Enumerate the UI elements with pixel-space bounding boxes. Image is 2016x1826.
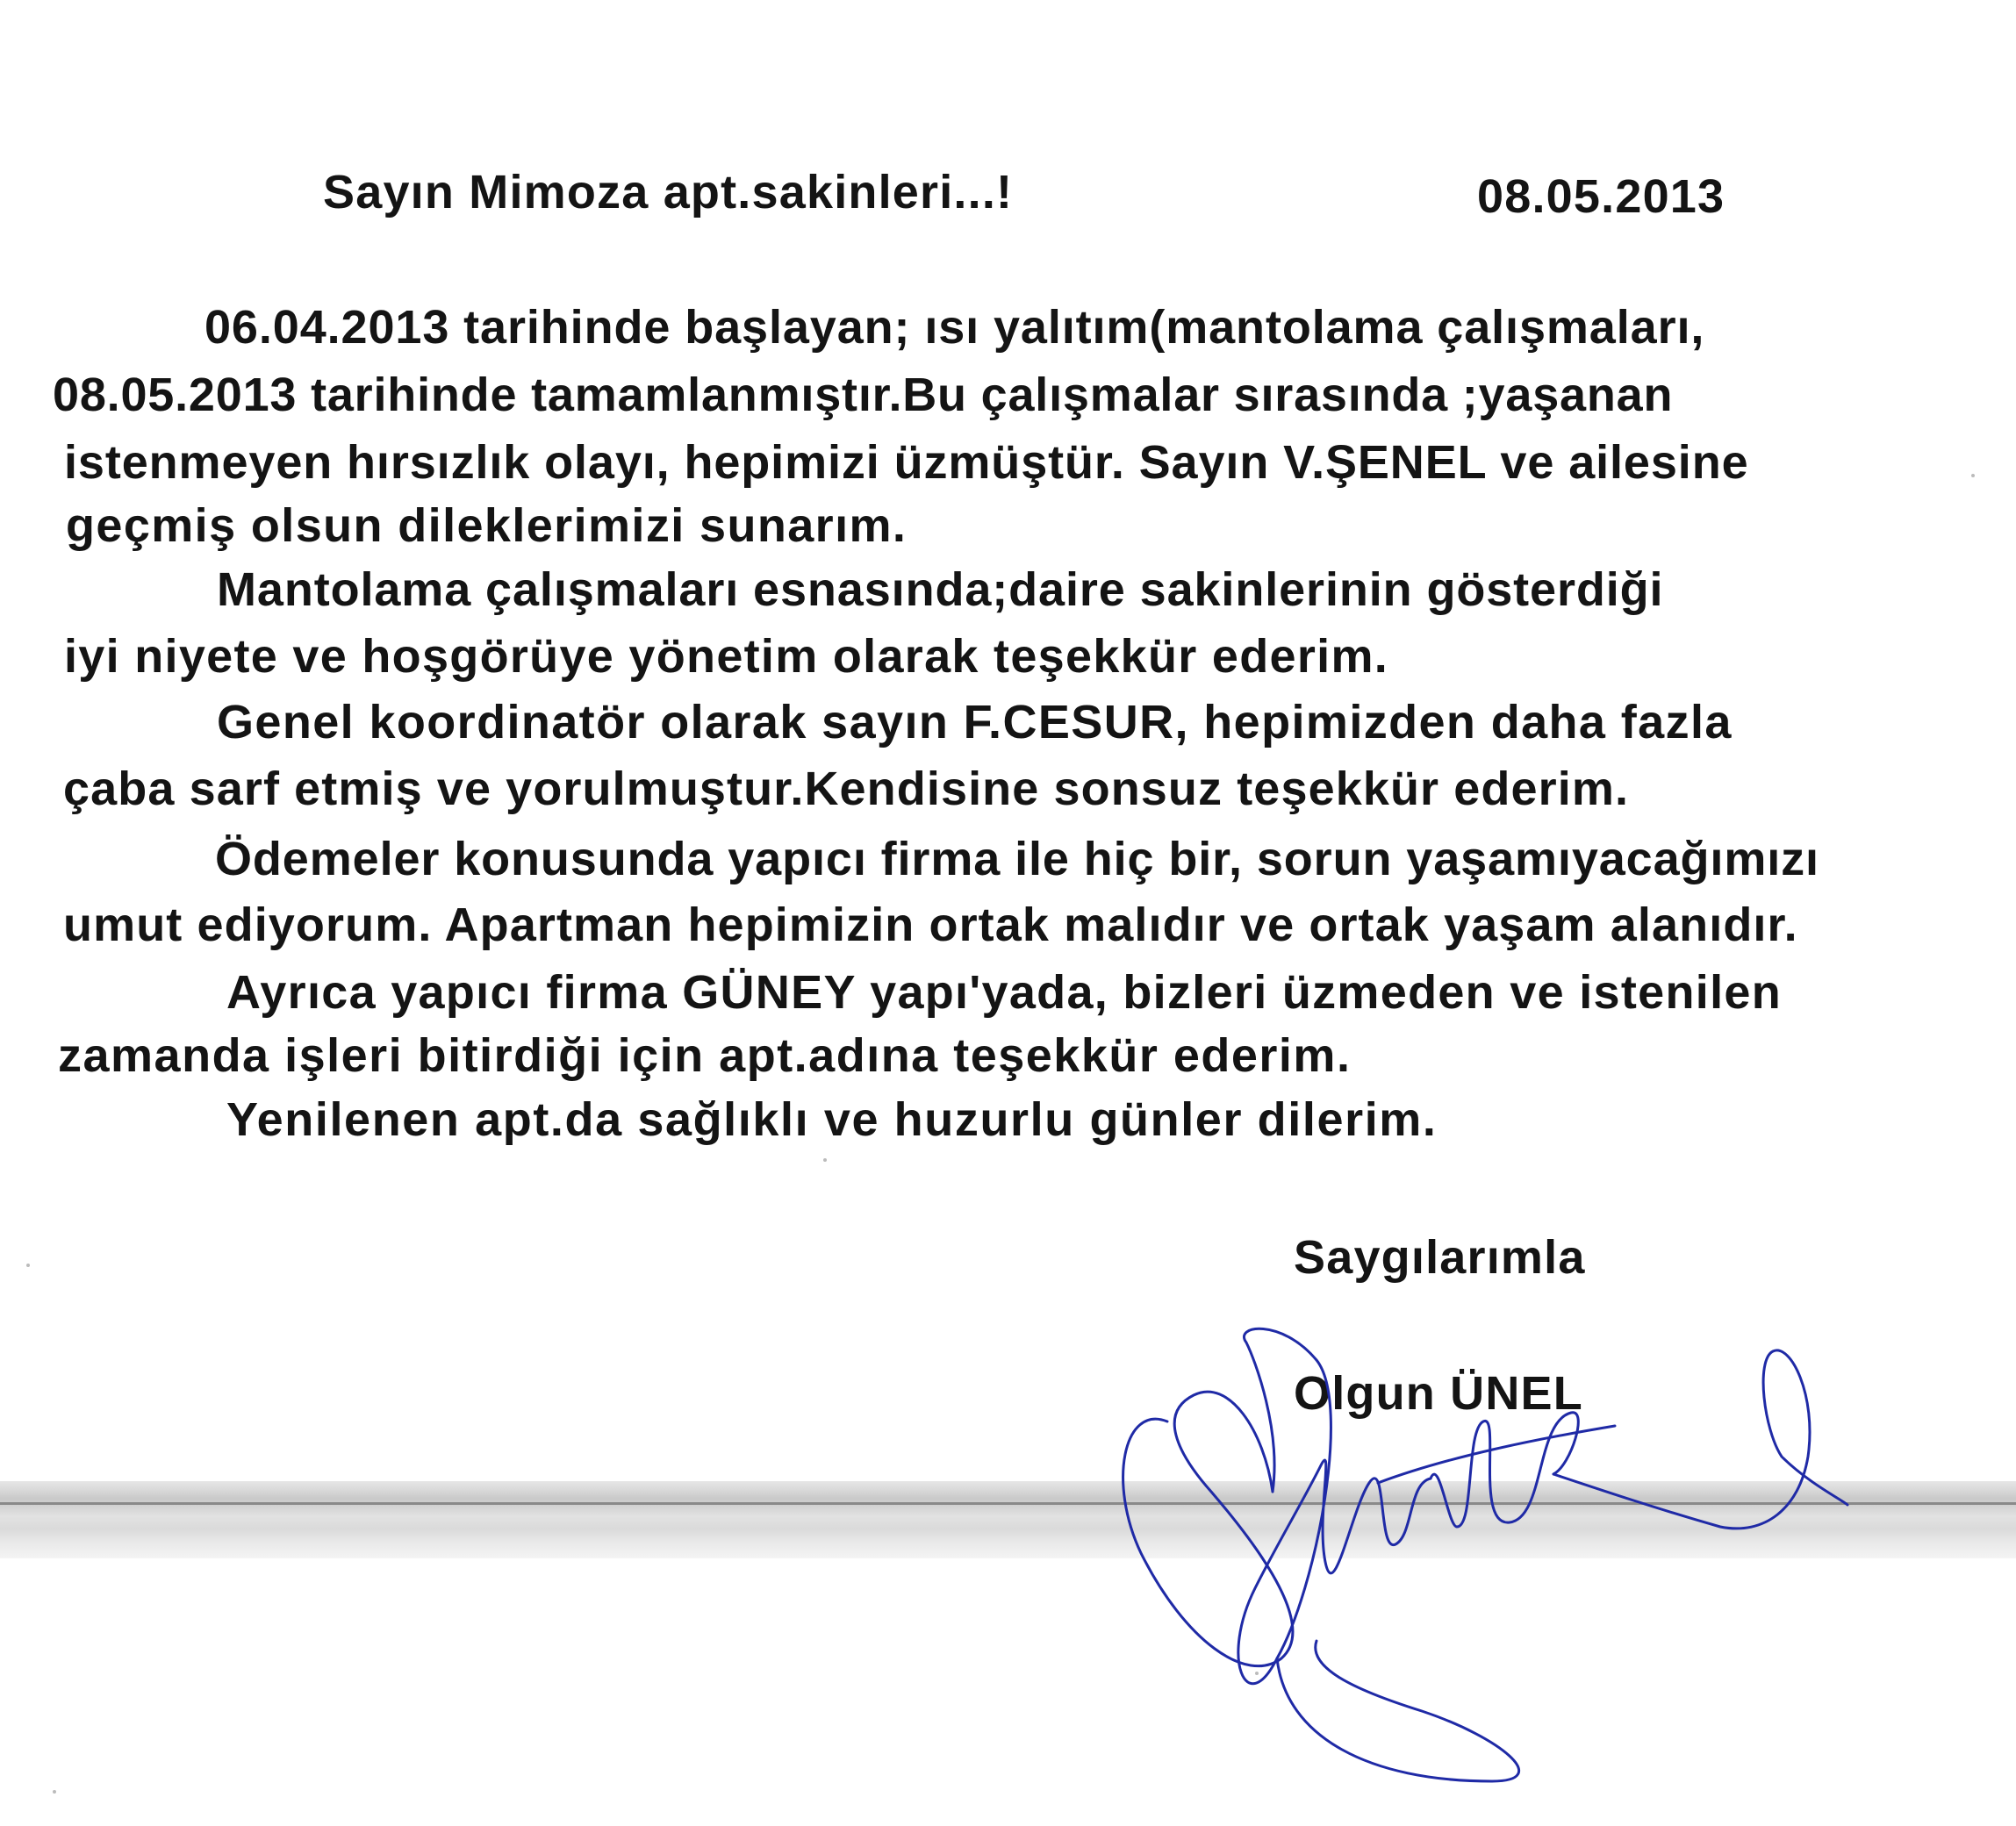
letter-greeting: Sayın Mimoza apt.sakinleri...! <box>323 166 1014 218</box>
body-line-13: Yenilenen apt.da sağlıklı ve huzurlu günler dilerim. <box>226 1093 1438 1146</box>
body-line-12: zamanda işleri bitirdiği için apt.adına teşekkür ederim. <box>58 1029 1352 1082</box>
letter-closing: Saygılarımla <box>1294 1231 1586 1284</box>
body-line-1: 06.04.2013 tarihinde başlayan; ısı yalıtım(mantolama çalışmaları, <box>204 301 1705 354</box>
body-line-8: çaba sarf etmiş ve yorulmuştur.Kendisine sonsuz teşekkür ederim. <box>63 763 1630 815</box>
signer-name: Olgun ÜNEL <box>1294 1367 1583 1420</box>
signature-bottom-loop <box>1277 1641 1519 1781</box>
body-line-2: 08.05.2013 tarihinde tamamlanmıştır.Bu çalışmalar sırasında ;yaşanan <box>53 369 1674 421</box>
signature-left-loop <box>1123 1392 1293 1666</box>
letter-date: 08.05.2013 <box>1477 170 1725 223</box>
body-line-3: istenmeyen hırsızlık olayı, hepimizi üzmüştür. Sayın V.ŞENEL ve ailesine <box>64 436 1749 489</box>
body-line-10: umut ediyorum. Apartman hepimizin ortak malıdır ve ortak yaşam alanıdır. <box>63 899 1798 951</box>
signature-crossbar <box>1378 1426 1615 1483</box>
body-line-9: Ödemeler konusunda yapıcı firma ile hiç bir, sorun yaşamıyacağımızı <box>215 833 1819 885</box>
scan-speck <box>1971 474 1975 477</box>
body-line-5: Mantolama çalışmaları esnasında;daire sakinlerinin gösterdiği <box>217 563 1664 616</box>
scan-speck <box>1255 1672 1259 1675</box>
signature-main-stroke <box>1238 1328 1431 1683</box>
body-line-7: Genel koordinatör olarak sayın F.CESUR, hepimizden daha fazla <box>217 696 1733 748</box>
scan-speck <box>26 1264 30 1267</box>
scan-speck <box>53 1790 56 1794</box>
scan-speck <box>823 1158 827 1162</box>
body-line-11: Ayrıca yapıcı firma GÜNEY yapı'yada, bizleri üzmeden ve istenilen <box>226 966 1782 1019</box>
body-line-4: geçmiş olsun dileklerimizi sunarım. <box>66 499 908 552</box>
signature-middle-strokes <box>1431 1413 1578 1527</box>
signature-right-tail <box>1553 1350 1847 1529</box>
handwritten-signature <box>1115 1325 1869 1799</box>
body-line-6: iyi niyete ve hoşgörüye yönetim olarak teşekkür ederim. <box>64 630 1389 683</box>
